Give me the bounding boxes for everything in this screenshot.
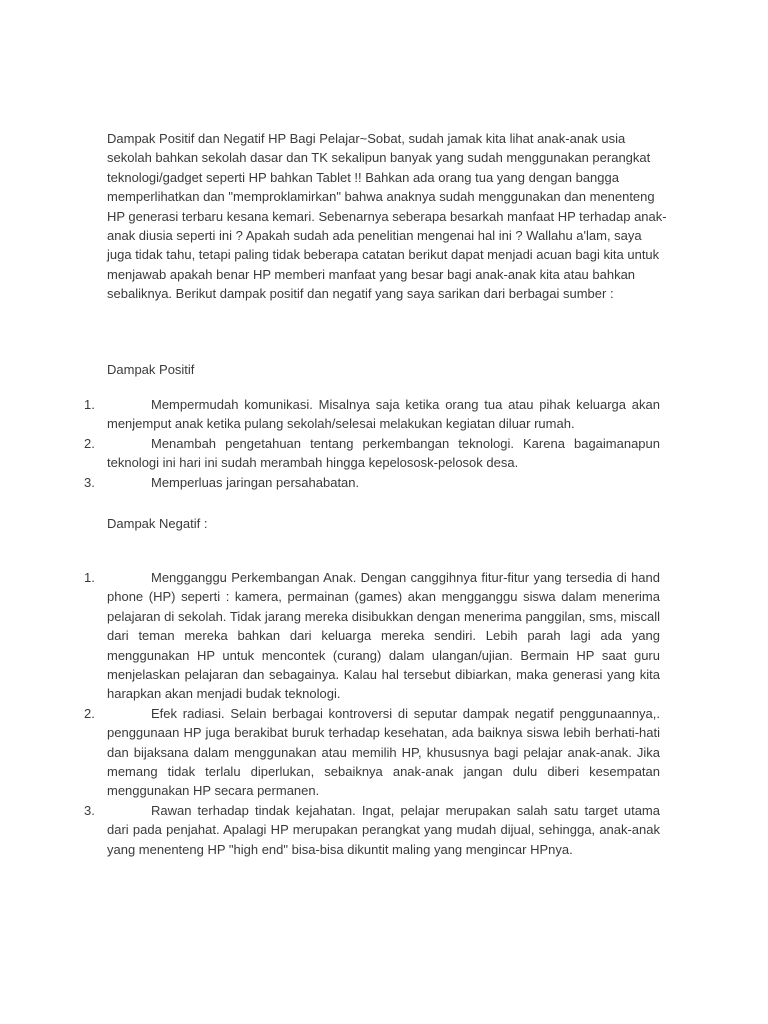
list-item bbox=[0, 704, 660, 801]
list-item bbox=[0, 395, 660, 434]
negatif-heading: Dampak Negatif : bbox=[107, 516, 208, 531]
list-item-text: Rawan terhadap tindak kejahatan. Ingat, pelajar merupakan salah satu target utama dari pada penjahat. Apalagi HP merupakan perangkat yang mudah dijual, sehingga, anak-anak yang menenteng HP "high end" bisa-bisa dikuntit maling yang mengincar HPnya. bbox=[107, 802, 660, 857]
intro-paragraph: Dampak Positif dan Negatif HP Bagi Pelajar~Sobat, sudah jamak kita lihat anak-anak usia sekolah bahkan sekolah dasar dan TK sekalipun banyak yang sudah menggunakan perangkat teknologi/gadget seperti HP bahkan Tablet !! Bahkan ada orang tua yang dengan bangga memperlihatkan dan "memproklamirkan" bahwa anaknya sudah menggunakan dan menenteng HP generasi terbaru kesana kemari. Sebenarnya seberapa besarkah manfaat HP terhadap anak-anak diusia seperti ini ? Apakah sudah ada penelitian mengenai hal ini ? Wallahu a'lam, saya juga tidak tahu, tetapi paling tidak beberapa catatan berikut dapat menjadi acuan bagi kita untuk menjawab apakah benar HP memberi manfaat yang besar bagi anak-anak kita atau bahkan sebaliknya. Berikut dampak positif dan negatif yang saya sarikan dari berbagai sumber : bbox=[107, 131, 667, 302]
list-number: 2. bbox=[84, 435, 95, 451]
list-item bbox=[0, 568, 660, 704]
list-item bbox=[0, 801, 660, 859]
list-item-text: Efek radiasi. Selain berbagai kontroversi di seputar dampak negatif penggunaannya,. penggunaan HP juga berakibat buruk terhadap kesehatan, ada baiknya siswa lebih berhati-hati dan bijaksana dalam menggunakan atau memilih HP, khususnya bagi pelajar anak-anak. Jika memang tidak terlalu diperlukan, sebaiknya anak-anak jangan dulu diberi kesempatan menggunakan HP secara permanen. bbox=[107, 705, 660, 799]
positif-list bbox=[0, 395, 768, 492]
list-item-text: Memperluas jaringan persahabatan. bbox=[151, 474, 360, 490]
list-number: 2. bbox=[84, 705, 95, 721]
list-item-text: Mempermudah komunikasi. Misalnya saja ketika orang tua atau pihak keluarga akan menjemput anak ketika pulang sekolah/selesai melakukan kegiatan diluar rumah. bbox=[107, 397, 660, 432]
list-item bbox=[0, 434, 660, 473]
list-item-text: Menambah pengetahuan tentang perkembangan teknologi. Karena bagaimanapun teknologi ini hari ini sudah merambah hingga kepelososk-pelosok desa. bbox=[107, 435, 660, 471]
list-number: 3. bbox=[84, 802, 95, 818]
list-number: 1. bbox=[84, 570, 95, 585]
positif-heading: Dampak Positif bbox=[107, 362, 195, 377]
list-item-text: Mengganggu Perkembangan Anak. Dengan canggihnya fitur-fitur yang tersedia di hand phone (HP) seperti : kamera, permainan (games) akan mengganggu siswa dalam menerima pelajaran di sekolah. Tidak jarang mereka disibukkan dengan menerima panggilan, sms, miscall dari teman mereka bahkan dari keluarga mereka sendiri. Lebih parah lagi ada yang menggunakan HP untuk mencontek (curang) dalam ulangan/ujian. Bermain HP saat guru menjelaskan pelajaran dan sebagainya. Kalau hal tersebut dibiarkan, maka generasi yang kita harapkan akan menjadi budak teknologi. bbox=[107, 570, 660, 702]
list-number: 3. bbox=[84, 474, 95, 490]
list-number: 1. bbox=[84, 397, 95, 412]
negatif-list bbox=[0, 568, 768, 859]
list-item bbox=[0, 473, 660, 492]
